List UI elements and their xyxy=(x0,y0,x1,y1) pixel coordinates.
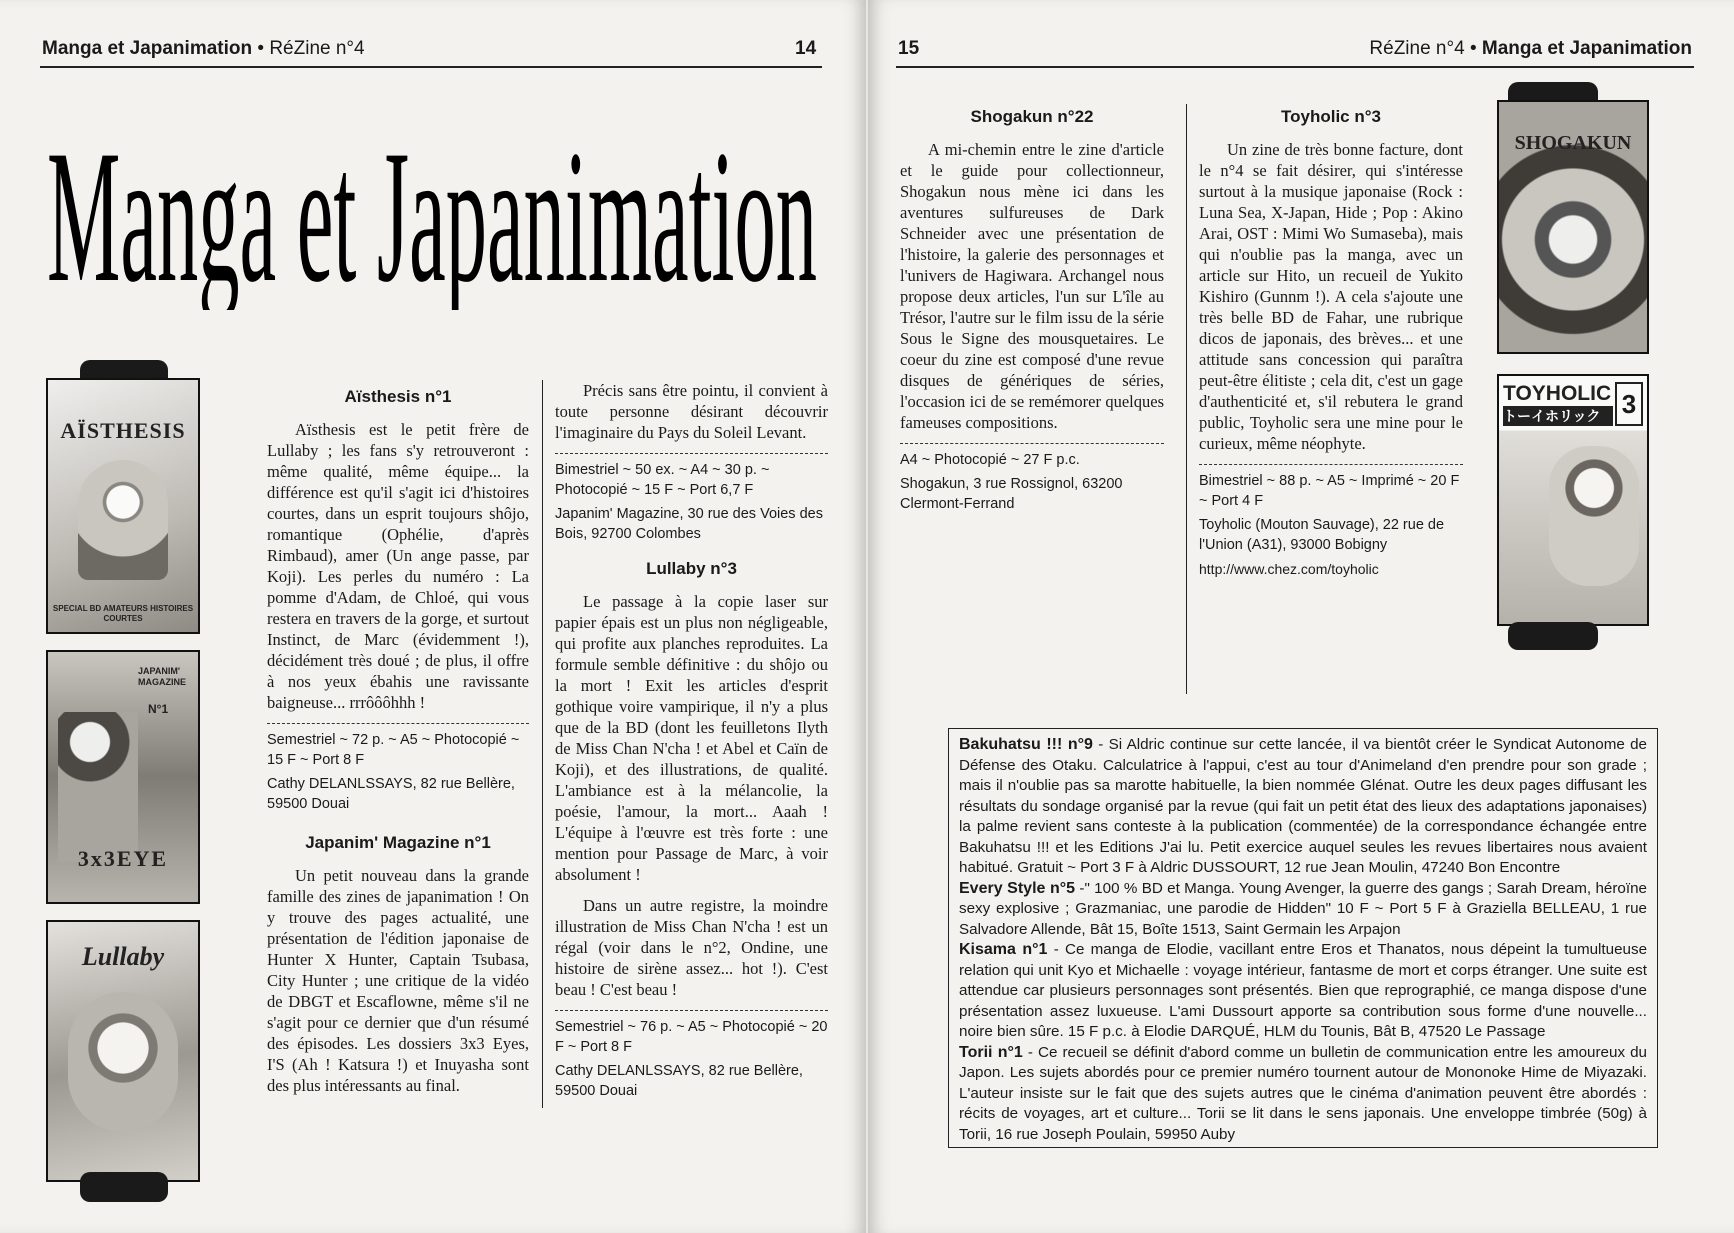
review-everystyle: Every Style n°5 -" 100 % BD et Manga. Young Avenger, la guerre des gangs ; Sarah Dream, héroïne sexy explosive ; Grazmaniac, une parodie de Hidden" 10 F ~ Port 5 F à Graziella BELLEAU, 1 rue Salvadore Allende, Bât 15, Boîte 1513, Saint Germain les Arpajon xyxy=(959,879,1647,938)
shogakun-cover: SHOGAKUN xyxy=(1497,100,1649,354)
article-title: Aïsthesis n°1 xyxy=(344,387,452,406)
review-kisama: Kisama n°1 - Ce manga de Elodie, vacillant entre Eros et Thanatos, nous dépeint la tumultueuse relation qui unit Kyo et Michaelle : voyage intérieur, fantasme de mort et corps étranger. Une suite est attendue car plusieurs personnages sont présentés. Bien que reprographié, ce manga dispose d'une présentation assez luxueuse. L'ami Dussourt apporte sa contribution sous forme d'une nouvelle... noire bien sûre. 15 F p.c. à Elodie DARQUÉ, HLM du Tounis, Bât B, 47520 Le Passage xyxy=(959,941,1648,1040)
header-section: Manga et Japanimation xyxy=(42,38,253,59)
column-shogakun xyxy=(900,100,1164,528)
lullaby-cover: Lullaby xyxy=(46,920,200,1182)
article-title: Japanim' Magazine n°1 xyxy=(305,833,491,852)
article-title: Shogakun n°22 xyxy=(970,107,1094,126)
japanim-cover: JAPANIM' MAGAZINE N°1 3x3EYE xyxy=(46,650,200,904)
review-torii: Torii n°1 - Ce recueil se définit d'abord comme un bulletin de communication entre les amoureux du Japon. Les sujets abordés pour ce premier numéro tournent autour de Mononoke Hime de Miyazaki. L'auteur insiste sur le fait que des sujets autres que le cinéma d'animation peuvent être abordés : récits de voyages, art et culture... Torii se lit dans le sens japonais. Une enveloppe timbrée (50g) à Torii, 16 rue Joseph Poulain, 59950 Auby xyxy=(959,1043,1647,1143)
page-number-left: 14 xyxy=(795,38,817,59)
article-body: Le passage à la copie laser sur papier épais est un plus non négligeable, qui profite aux planches reproduites. La formule semble définitive : du shôjo ou la mort ! Exit les articles d'esprit gothique voire vampirique, il n'y a plus que de la BD (dont les feuilletons Ilyth de Miss Chan N'cha ! et Abel et Caïn de Koji), et des illustrations, de qualité. L'ambiance est à la mélancolie, la poésie, l'amour, la mort... Aaah ! L'équipe à l'œuvre est très forte : une mention pour Passage de Marc, à voir absolument ! xyxy=(555,592,828,884)
page-number-right: 15 xyxy=(898,38,920,59)
page-title xyxy=(42,110,822,310)
left-header: Manga et Japanimation • RéZine n°4 xyxy=(42,38,365,59)
short-reviews-box xyxy=(948,728,1658,1148)
article-body: A mi-chemin entre le zine d'article et le guide pour collectionneur, Shogakun nous mène ici dans les aventures sulfureuses de Dark Schneider avec une présentation de l'histoire, la galerie des personnages et l'univers de Hagiwara. Archangel nous propose deux articles, l'un sur L'île au Trésor, l'autre sur le film issu de la série Sous le Signe des mousquetaires. Le coeur du zine est composé d'une revue disques de génériques de séries, l'occasion ici de se remémorer quelques fameuses compositions. xyxy=(900,140,1164,432)
cover-tab xyxy=(80,1172,168,1202)
character-illustration xyxy=(1549,446,1639,586)
right-header: RéZine n°4 • Manga et Japanimation xyxy=(1369,38,1692,59)
article-body: Dans un autre registre, la moindre illustration de Miss Chan N'cha ! est un régal (voir dans le n°2, Ondine, une histoire de sirène assez... hot !). C'est beau ! C'est beau ! xyxy=(555,896,828,999)
article-info: Bimestriel ~ 50 ex. ~ A4 ~ 30 p. ~ Photocopié ~ 15 F ~ Port 6,7 F Japanim' Magazine, 30 rue des Voies des Bois, 92700 Colombes xyxy=(555,453,828,544)
character-illustration xyxy=(68,992,178,1132)
header-rule xyxy=(40,66,822,68)
column-aisthesis xyxy=(267,380,529,1106)
column-lullaby xyxy=(555,380,828,1115)
article-title: Lullaby n°3 xyxy=(646,559,737,578)
column-divider xyxy=(1186,104,1187,694)
aisthesis-cover: AÏSTHESIS SPECIAL BD AMATEURS HISTOIRES COURTES xyxy=(46,378,200,634)
cover-tab xyxy=(1508,622,1598,650)
header-rule xyxy=(896,66,1694,68)
article-info: Semestriel ~ 72 p. ~ A5 ~ Photocopié ~ 15 F ~ Port 8 F Cathy DELANLSSAYS, 82 rue Bellère, 59500 Douai xyxy=(267,723,529,814)
toyholic-url[interactable]: http://www.chez.com/toyholic xyxy=(1199,561,1379,577)
article-info: Bimestriel ~ 88 p. ~ A5 ~ Imprimé ~ 20 F ~ Port 4 F Toyholic (Mouton Sauvage), 22 rue de l'Union (A31), 93000 Bobigny http://www.chez.com/toyholic xyxy=(1199,464,1463,579)
character-illustration xyxy=(78,460,168,580)
column-toyholic xyxy=(1199,100,1463,593)
article-title: Toyholic n°3 xyxy=(1281,107,1381,126)
left-page xyxy=(0,0,866,1233)
article-body: Un zine de très bonne facture, dont le n°4 se fait désirer, qui s'intéresse surtout à la musique japonaise (Rock : Luna Sea, X-Japan, Hide ; Pop : Akino Arai, OST : Mimi Wo Sumaseba), mais qui n'oublie pas la manga, avec un article sur Hito, un recueil de Yukito Kishiro (Gunnm !). A cela s'ajoute une très belle BD de Fahar, une rubrique dicos de japonais, des brèves... et une attitude sans concession qui paraîtra peut-être élitiste ; cela dit, c'est un gage d'authenticité et, s'il rebutera le grand public, Toyholic sera une mine pour le curieux, même néophyte. xyxy=(1199,140,1463,453)
article-body: Aïsthesis est le petit frère de Lullaby ; les fans s'y retrouveront : même qualité, même équipe... la différence est qu'il s'agit ici d'histoires courtes, dans un esprit toujours shôjo, romantique (Ophélie, d'après Rimbaud), amer (Un ange passe, par Koji). Les perles du numéro : La pomme d'Adam, de Chloé, qui vous restera en travers de la gorge, et surtout Instinct, de Marc (évidemment !), décidément très doué ; de plus, il offre à nos yeux ébahis une ravissante baigneuse... rrrôôôhhh ! xyxy=(267,420,529,712)
article-body: Précis sans être pointu, il convient à toute personne désirant découvrir l'imaginaire du Pays du Soleil Levant. xyxy=(555,381,828,442)
header-zine: RéZine n°4 xyxy=(269,38,365,59)
main-title: Manga et Japanimation xyxy=(47,112,817,310)
column-divider xyxy=(542,380,543,1108)
header-zine: RéZine n°4 xyxy=(1369,38,1465,59)
issue-number: 3 xyxy=(1615,382,1643,426)
toyholic-cover: TOYHOLIC トーイホリック 3 xyxy=(1497,374,1649,626)
header-section: Manga et Japanimation xyxy=(1481,38,1692,59)
review-bakuhatsu: Bakuhatsu !!! n°9 - Si Aldric continue sur cette lancée, il va bientôt créer le Syndicat Autonome de Défense des Otaku. Calculatrice à l'appui, c'est au tour d'Animeland d'en prendre pour son grade ; mais il n'oublie pas sa marotte habituelle, la bien nommée Glénat. Outre les deux pages diffusant les résultats du sondage organisé par la revue (qui fait un petit état des lieux des adaptations japonaises) la palme revient sans conteste à la publication (commentée) de la correspondance échangée entre Bakuhatsu !!! et les Editions J'ai lu. Petit exercice auquel seules les revues libertaires nous avaient habitué. Gratuit ~ Port 3 F à Aldric DUSSOURT, 12 rue Jean Moulin, 47240 Bon Encontre xyxy=(959,736,1647,876)
article-body: Un petit nouveau dans la grande famille des zines de japanimation ! On y trouve des pages actualité, une présentation de l'édition japonaise de Hunter X Hunter, Captain Tsubasa, City Hunter ; une critique de la vidéo de DBGT et Escaflowne, même s'il ne s'agit pour ce dernier que d'un résumé des épisodes. Les dossiers 3x3 Eyes, I'S (Ah ! Katsura !) et Inuyasha sont des plus intéressants au final. xyxy=(267,866,529,1095)
right-page xyxy=(868,0,1734,1233)
article-info: Semestriel ~ 76 p. ~ A5 ~ Photocopié ~ 20 F ~ Port 8 F Cathy DELANLSSAYS, 82 rue Bellère, 59500 Douai xyxy=(555,1010,828,1101)
article-info: A4 ~ Photocopié ~ 27 F p.c. Shogakun, 3 rue Rossignol, 63200 Clermont-Ferrand xyxy=(900,443,1164,514)
character-illustration xyxy=(58,712,138,862)
